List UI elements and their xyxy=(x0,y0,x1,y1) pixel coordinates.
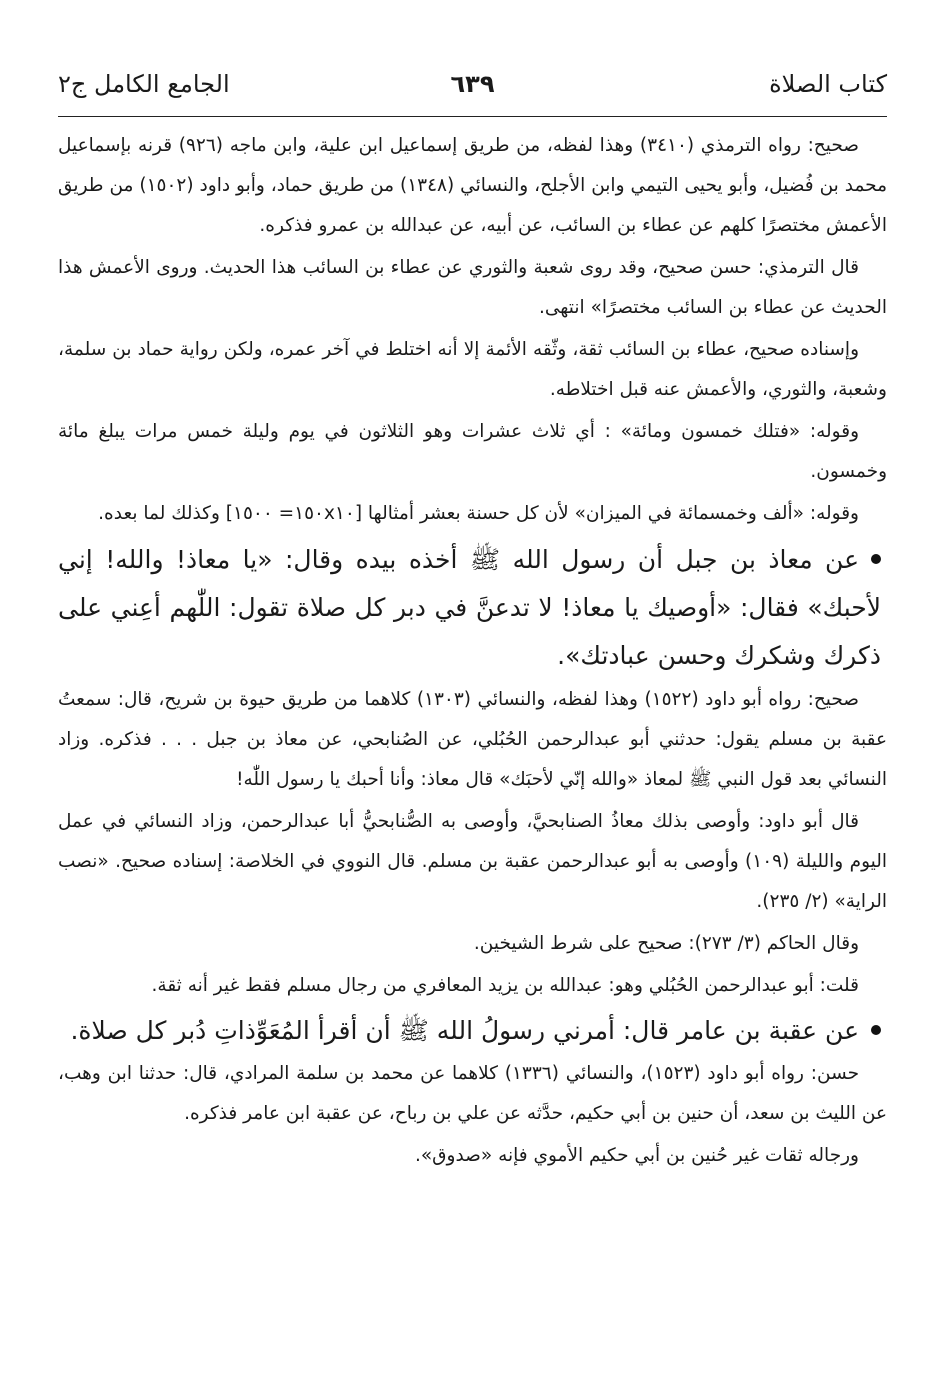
hadith-1-body: عن معاذ بن جبل أن رسول الله ﷺ أخذه بيده وقال: «يا معاذ! والله! إني لأحبك» فقال: «أوصيك يا معاذ! لا تدعنَّ في دبر كل صلاة تقول: اللّٰهم أعِني على ذكرك وشكرك وحسن عبادتك». xyxy=(58,545,881,670)
takhrij-paragraph-1: صحيح: رواه الترمذي (٣٤١٠) وهذا لفظه، من طريق إسماعيل ابن علية، وابن ماجه (٩٢٦) قرنه بإسماعيل محمد بن فُضيل، وأبو يحيى التيمي وابن الأجلح، والنسائي (١٣٤٨) من طريق حماد، وأبو داود (١٥٠٢) من طريق الأعمش مختصرًا كلهم عن عطاء بن السائب، عن أبيه، عن عبدالله بن عمرو فذكره. xyxy=(58,135,888,236)
hadith-2-body: عن عقبة بن عامر قال: أمرني رسولُ الله ﷺ أن أقرأ المُعَوِّذاتِ دُبر كل صلاة. xyxy=(70,1016,859,1045)
abu-dawud-comment: قال أبو داود: وأوصى بذلك معاذُ الصنابحيَّ، وأوصى به الصُّنابحيُّ أبا عبدالرحمن، وزاد النسائي في عمل اليوم والليلة (١٠٩) وأوصى به أبو عبدالرحمن عقبة بن مسلم. قال النووي في الخلاصة: إسناده صحيح. «نصب الراية» (٢/ ٢٣٥). xyxy=(58,811,887,912)
takhrij-paragraph-2: صحيح: رواه أبو داود (١٥٢٢) وهذا لفظه، والنسائي (١٣٠٣) كلاهما من طريق حيوة بن شريح، قال: سمعتُ عقبة بن مسلم يقول: حدثني أبو عبدالرحمن الحُبُلي، عن الصُنابحي، عن معاذ بن جبل . . . فذكره. وزاد النسائي بعد قول النبي ﷺ لمعاذ «والله إنّي لأحبَك» قال معاذ: وأنا أحبك يا رسول اللّٰه! xyxy=(58,689,887,790)
bullet-icon xyxy=(871,1025,881,1035)
page-content xyxy=(58,126,887,1178)
isnad-paragraph-1: وإسناده صحيح، عطاء بن السائب ثقة، وثّقه الأئمة إلا أنه اختلط في آخر عمره، ولكن رواية حماد بن سلمة، وشعبة، والثوري، والأعمش عنه قبل اختلاطه. xyxy=(58,339,887,400)
explanation-paragraph-2: وقوله: «ألف وخمسمائة في الميزان» لأن كل حسنة بعشر أمثالها [١٥٠x١٠= ١٥٠٠] وكذلك لما بعده. xyxy=(98,503,859,524)
running-header xyxy=(58,64,887,104)
narrators-note: ورجاله ثقات غير حُنين بن أبي حكيم الأموي فإنه «صدوق». xyxy=(414,1145,859,1166)
author-note: قلت: أبو عبدالرحمن الحُبُلي وهو: عبدالله بن يزيد المعافري من رجال مسلم فقط غير أنه ثقة. xyxy=(151,975,859,996)
hakim-comment: وقال الحاكم (٣/ ٢٧٣): صحيح على شرط الشيخين. xyxy=(473,933,859,954)
header-rule xyxy=(58,116,887,117)
hadith-text-1 xyxy=(58,536,887,680)
book-title: الجامع الكامل ج٢ xyxy=(58,70,230,98)
tirmidhi-comment: قال الترمذي: حسن صحيح، وقد روى شعبة والثوري عن عطاء بن السائب هذا الحديث. وروى الأعمش هذا الحديث عن عطاء بن السائب مختصرًا» انتهى. xyxy=(58,257,887,318)
page-number: ٦٣٩ xyxy=(450,70,495,98)
bullet-icon xyxy=(871,554,881,564)
chapter-title: كتاب الصلاة xyxy=(769,70,887,98)
hadith-text-2 xyxy=(58,1008,887,1054)
takhrij-paragraph-3: حسن: رواه أبو داود (١٥٢٣)، والنسائي (١٣٣٦) كلاهما عن محمد بن سلمة المرادي، قال: حدثنا ابن وهب، عن الليث بن سعد، أن حنين بن أبي حكيم، حدَّثه عن علي بن رباح، عن عقبة ابن عامر فذكره. xyxy=(58,1063,887,1124)
explanation-paragraph-1: وقوله: «فتلك خمسون ومائة» : أي ثلاث عشرات وهو الثلاثون في يوم وليلة خمس مرات يبلغ مائة وخمسون. xyxy=(58,421,887,482)
